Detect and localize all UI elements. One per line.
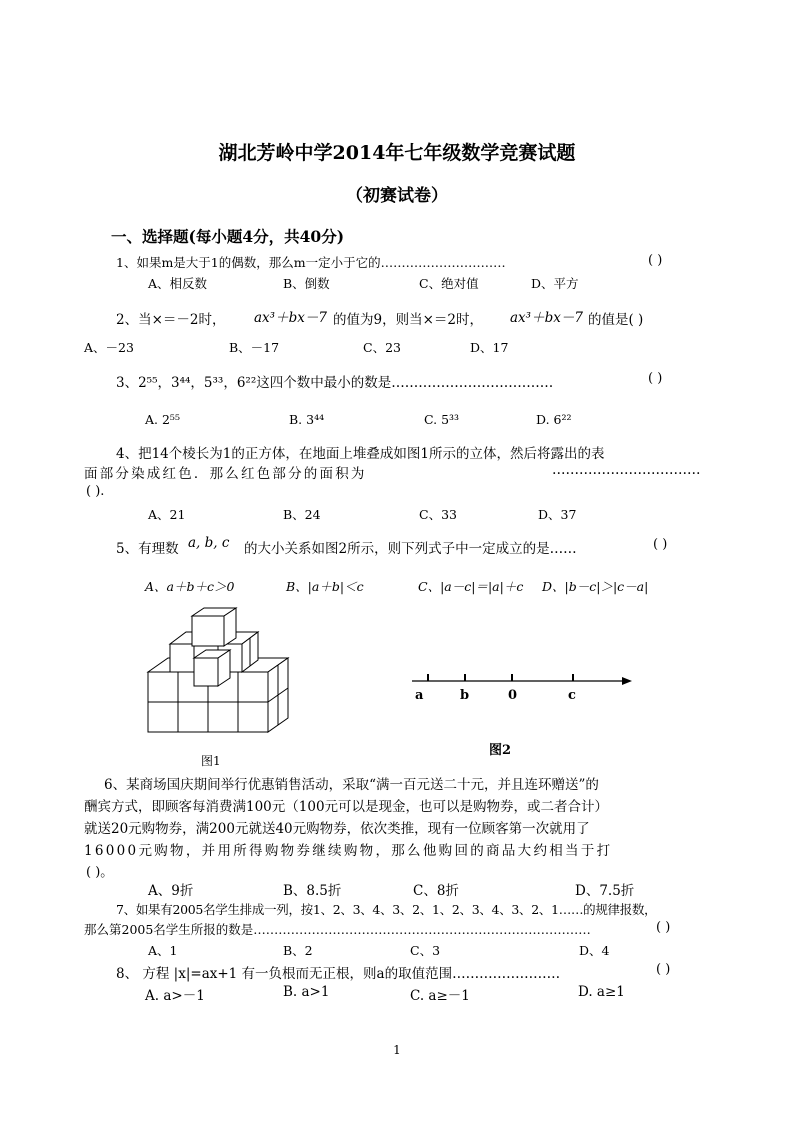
page-subtitle: （初赛试卷）: [346, 186, 448, 206]
q5-vars: a, b, c: [188, 535, 230, 551]
q6-option-d: D、7.5折: [575, 883, 635, 899]
number-line-point-zero: 0: [508, 688, 518, 703]
q1-stem: 1、如果m是大于1的偶数，那么m一定小于它的…………………………: [116, 255, 506, 270]
q5-option-c: C、|a－c|＝|a|＋c: [418, 579, 524, 594]
q5-option-a: A、a＋b＋c＞0: [145, 579, 235, 594]
page-title: 湖北芳岭中学2014年七年级数学竞赛试题: [218, 142, 576, 164]
q1-option-d: D、平方: [531, 276, 579, 291]
q7-option-d: D、4: [579, 943, 610, 958]
q3-option-d: D. 6²²: [536, 412, 572, 427]
q3-option-a: A. 2⁵⁵: [145, 412, 180, 427]
q2-stem-a: 2、当×＝－2时，: [116, 312, 226, 328]
q1-paren: ( ): [648, 253, 663, 268]
q5-stem-a: 5、有理数: [116, 541, 179, 557]
q5-stem-b: 的大小关系如图2所示，则下列式子中一定成立的是……: [244, 541, 577, 557]
q4-option-b: B、24: [283, 507, 321, 522]
q7-line1: 7、如果有2005名学生排成一列，按1、2、3、4、3、2、1、2、3、4、3、2、1……的规律报数，: [116, 902, 657, 917]
q7-line2: 那么第2005名学生所报的数是………………………………………………………………………: [84, 922, 591, 937]
q4-option-a: A、21: [148, 507, 186, 522]
q4-option-c: C、33: [419, 507, 457, 522]
number-line-point-b: b: [460, 688, 470, 703]
page-number: 1: [393, 1043, 401, 1057]
q3-paren: ( ): [648, 371, 663, 386]
q5-option-b: B、|a＋b|＜c: [286, 579, 364, 594]
q1-option-a: A、相反数: [148, 276, 208, 291]
number-line-point-a: a: [415, 688, 424, 703]
q8-option-c: C. a≥－1: [410, 988, 470, 1004]
q8-stem: 8、 方程 |x|=ax+1 有一负根而无正根，则a的取值范围……………………: [116, 966, 561, 982]
q2-stem-c: 的值是( ): [588, 312, 644, 328]
figure-2-label: 图2: [489, 743, 512, 758]
q8-option-d: D. a≥1: [578, 984, 625, 1000]
q1-option-b: B、倒数: [283, 276, 330, 291]
q6-line2: 酬宾方式，即顾客每消费满100元（100元可以是现金，也可以是购物券，或二者合计）: [84, 799, 609, 815]
q4-line1: 4、把14个棱长为1的正方体，在地面上堆叠成如图1所示的立体，然后将露出的表: [116, 446, 605, 462]
q5-option-d: D、|b－c|＞|c－a|: [542, 579, 649, 594]
q2-stem-b: 的值为9，则当×＝2时，: [333, 312, 483, 328]
q2-option-b: B、－17: [229, 340, 280, 355]
number-line-point-c: c: [568, 688, 576, 703]
q5-paren: ( ): [653, 537, 668, 552]
q4-dots: ……………………………: [552, 462, 701, 478]
figure-2-number-line: [410, 666, 638, 706]
q2-expression: ax³＋bx－7: [254, 310, 327, 326]
q3-stem: 3、2⁵⁵，3⁴⁴，5³³，6²²这四个数中最小的数是………………………………: [116, 375, 554, 391]
q7-option-a: A、1: [148, 943, 178, 958]
q4-paren: ( ).: [86, 484, 105, 499]
q4-line2: 面部分染成红色．那么红色部分的面积为: [84, 466, 367, 482]
q8-paren: ( ): [656, 962, 671, 977]
q6-option-c: C、8折: [413, 883, 459, 899]
q3-option-b: B. 3⁴⁴: [289, 412, 325, 427]
q4-option-d: D、37: [538, 507, 577, 522]
q8-option-b: B. a>1: [283, 984, 330, 1000]
q6-line1: 6、某商场国庆期间举行优惠销售活动，采取“满一百元送二十元，并且连环赠送”的: [104, 777, 599, 793]
q2-option-c: C、23: [363, 340, 401, 355]
q6-option-a: A、9折: [148, 883, 194, 899]
q6-option-b: B、8.5折: [283, 883, 342, 899]
figure-1-cube-stack: [140, 600, 300, 745]
q6-paren: ( )。: [86, 865, 114, 880]
section-heading: 一、选择题(每小题4分，共40分): [111, 227, 345, 246]
q3-option-c: C. 5³³: [424, 412, 460, 427]
q6-line3: 就送20元购物券，满200元就送40元购物券，依次类推，现有一位顾客第一次就用了: [84, 821, 590, 837]
q7-option-b: B、2: [283, 943, 313, 958]
q2-expression-2: ax³＋bx－7: [510, 310, 583, 326]
figure-1-label: 图1: [201, 754, 221, 768]
q2-option-d: D、17: [470, 340, 509, 355]
q7-option-c: C、3: [410, 943, 441, 958]
q8-option-a: A. a>－1: [145, 988, 205, 1004]
q6-line4: 16000元购物，并用所得购物券继续购物，那么他购回的商品大约相当于打: [84, 843, 613, 859]
q1-option-c: C、绝对值: [419, 276, 479, 291]
q7-paren: ( ): [656, 920, 671, 935]
q2-option-a: A、－23: [84, 340, 134, 355]
